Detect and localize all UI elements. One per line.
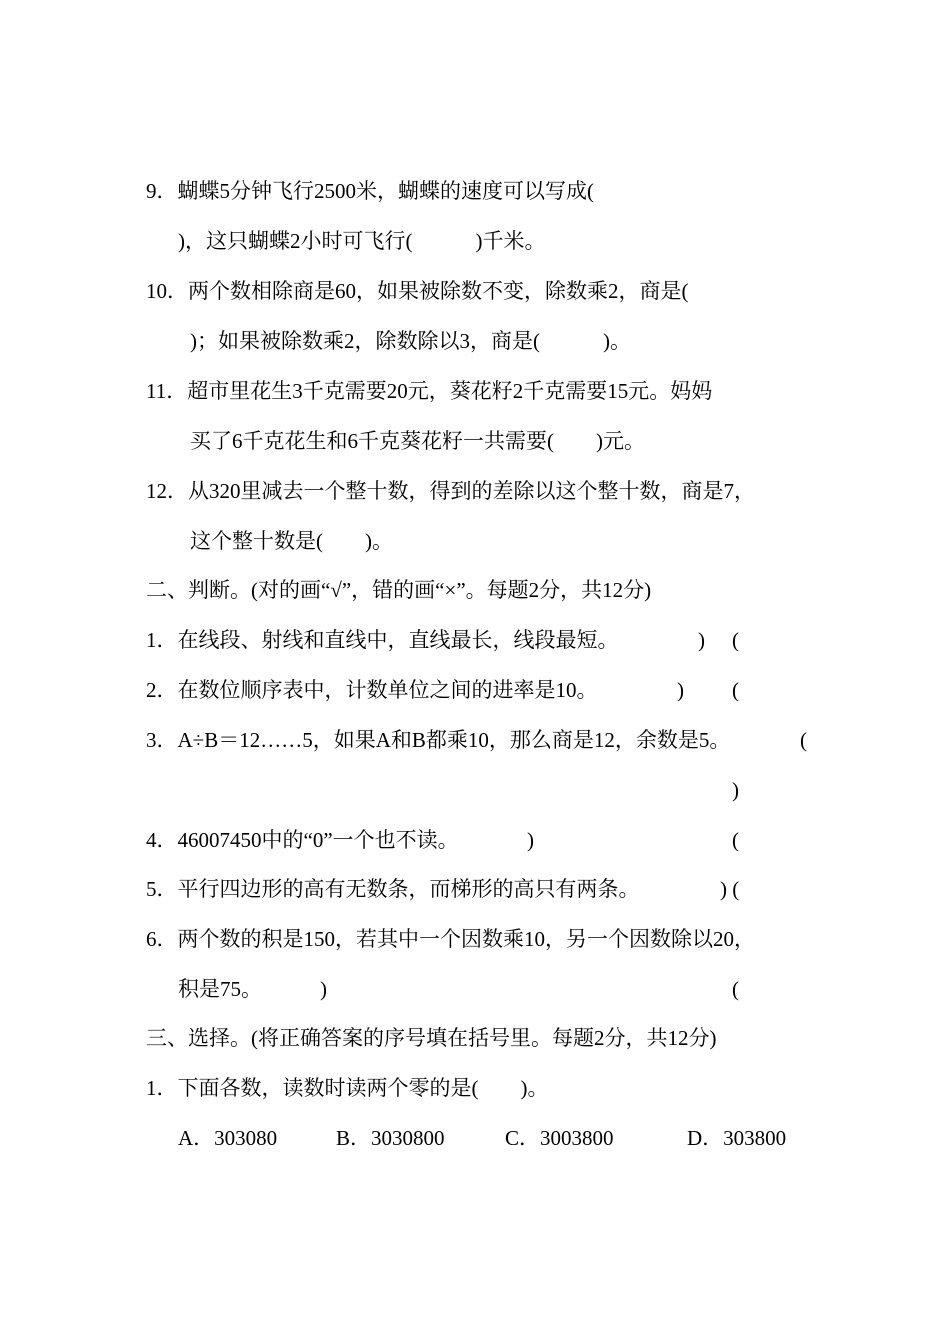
q11-line2: 买了6千克花生和6千克葵花籽一共需要( )元。 [190,429,645,453]
choice-q1-text: 1．下面各数，读数时读两个零的是( )。 [146,1076,549,1100]
q12-line2: 这个整十数是( )。 [190,529,393,553]
judge-q1-close-paren: ) [698,628,705,652]
q9-line2: )，这只蝴蝶2小时可飞行( )千米。 [178,229,546,253]
judge-q3-close-paren: ) [732,778,739,802]
judge-q5-text: 5．平行四边形的高有无数条，而梯形的高只有两条。 [146,877,640,901]
q12-line1: 12．从320里减去一个整十数，得到的差除以这个整十数，商是7， [146,479,755,503]
judge-q6-line2: 积是75。 [178,977,262,1001]
q10-line2: )；如果被除数乘2，除数除以3，商是( )。 [190,329,631,353]
judge-q5-parens[interactable]: ) ( [720,877,740,901]
judge-q2-open-paren[interactable]: ( [732,678,739,702]
judge-q3-text: 3．A÷B＝12……5，如果A和B都乘10，那么商是12，余数是5。 [146,728,731,752]
judge-q6-close-paren: ) [320,977,327,1001]
choice-q1-option-c[interactable]: C．3003800 [505,1126,614,1150]
judge-q4-open-paren[interactable]: ( [732,828,739,852]
judge-q1-open-paren[interactable]: ( [732,628,739,652]
judge-q2-text: 2．在数位顺序表中，计数单位之间的进率是10。 [146,678,598,702]
choice-q1-option-b[interactable]: B．3030800 [336,1126,445,1150]
choice-q1-option-d[interactable]: D．303800 [687,1126,787,1150]
q11-line1: 11．超市里花生3千克需要20元，葵花籽2千克需要15元。妈妈 [146,379,713,403]
choice-q1-option-a[interactable]: A．303080 [178,1126,278,1150]
section3-heading: 三、选择。(将正确答案的序号填在括号里。每题2分，共12分) [146,1026,717,1050]
q10-line1: 10．两个数相除商是60，如果被除数不变，除数乘2，商是( [146,279,689,303]
judge-q6-open-paren[interactable]: ( [732,977,739,1001]
judge-q4-text: 4．46007450中的“0”一个也不读。 [146,828,459,852]
judge-q3-open-paren[interactable]: ( [800,728,807,752]
judge-q4-close-paren: ) [527,828,534,852]
judge-q2-close-paren: ) [677,678,684,702]
judge-q1-text: 1．在线段、射线和直线中，直线最长，线段最短。 [146,628,619,652]
judge-q6-line1: 6．两个数的积是150，若其中一个因数乘10，另一个因数除以20， [146,927,755,951]
q9-line1: 9．蝴蝶5分钟飞行2500米，蝴蝶的速度可以写成( [146,179,594,203]
section2-heading: 二、判断。(对的画“√”，错的画“×”。每题2分，共12分) [146,578,652,602]
